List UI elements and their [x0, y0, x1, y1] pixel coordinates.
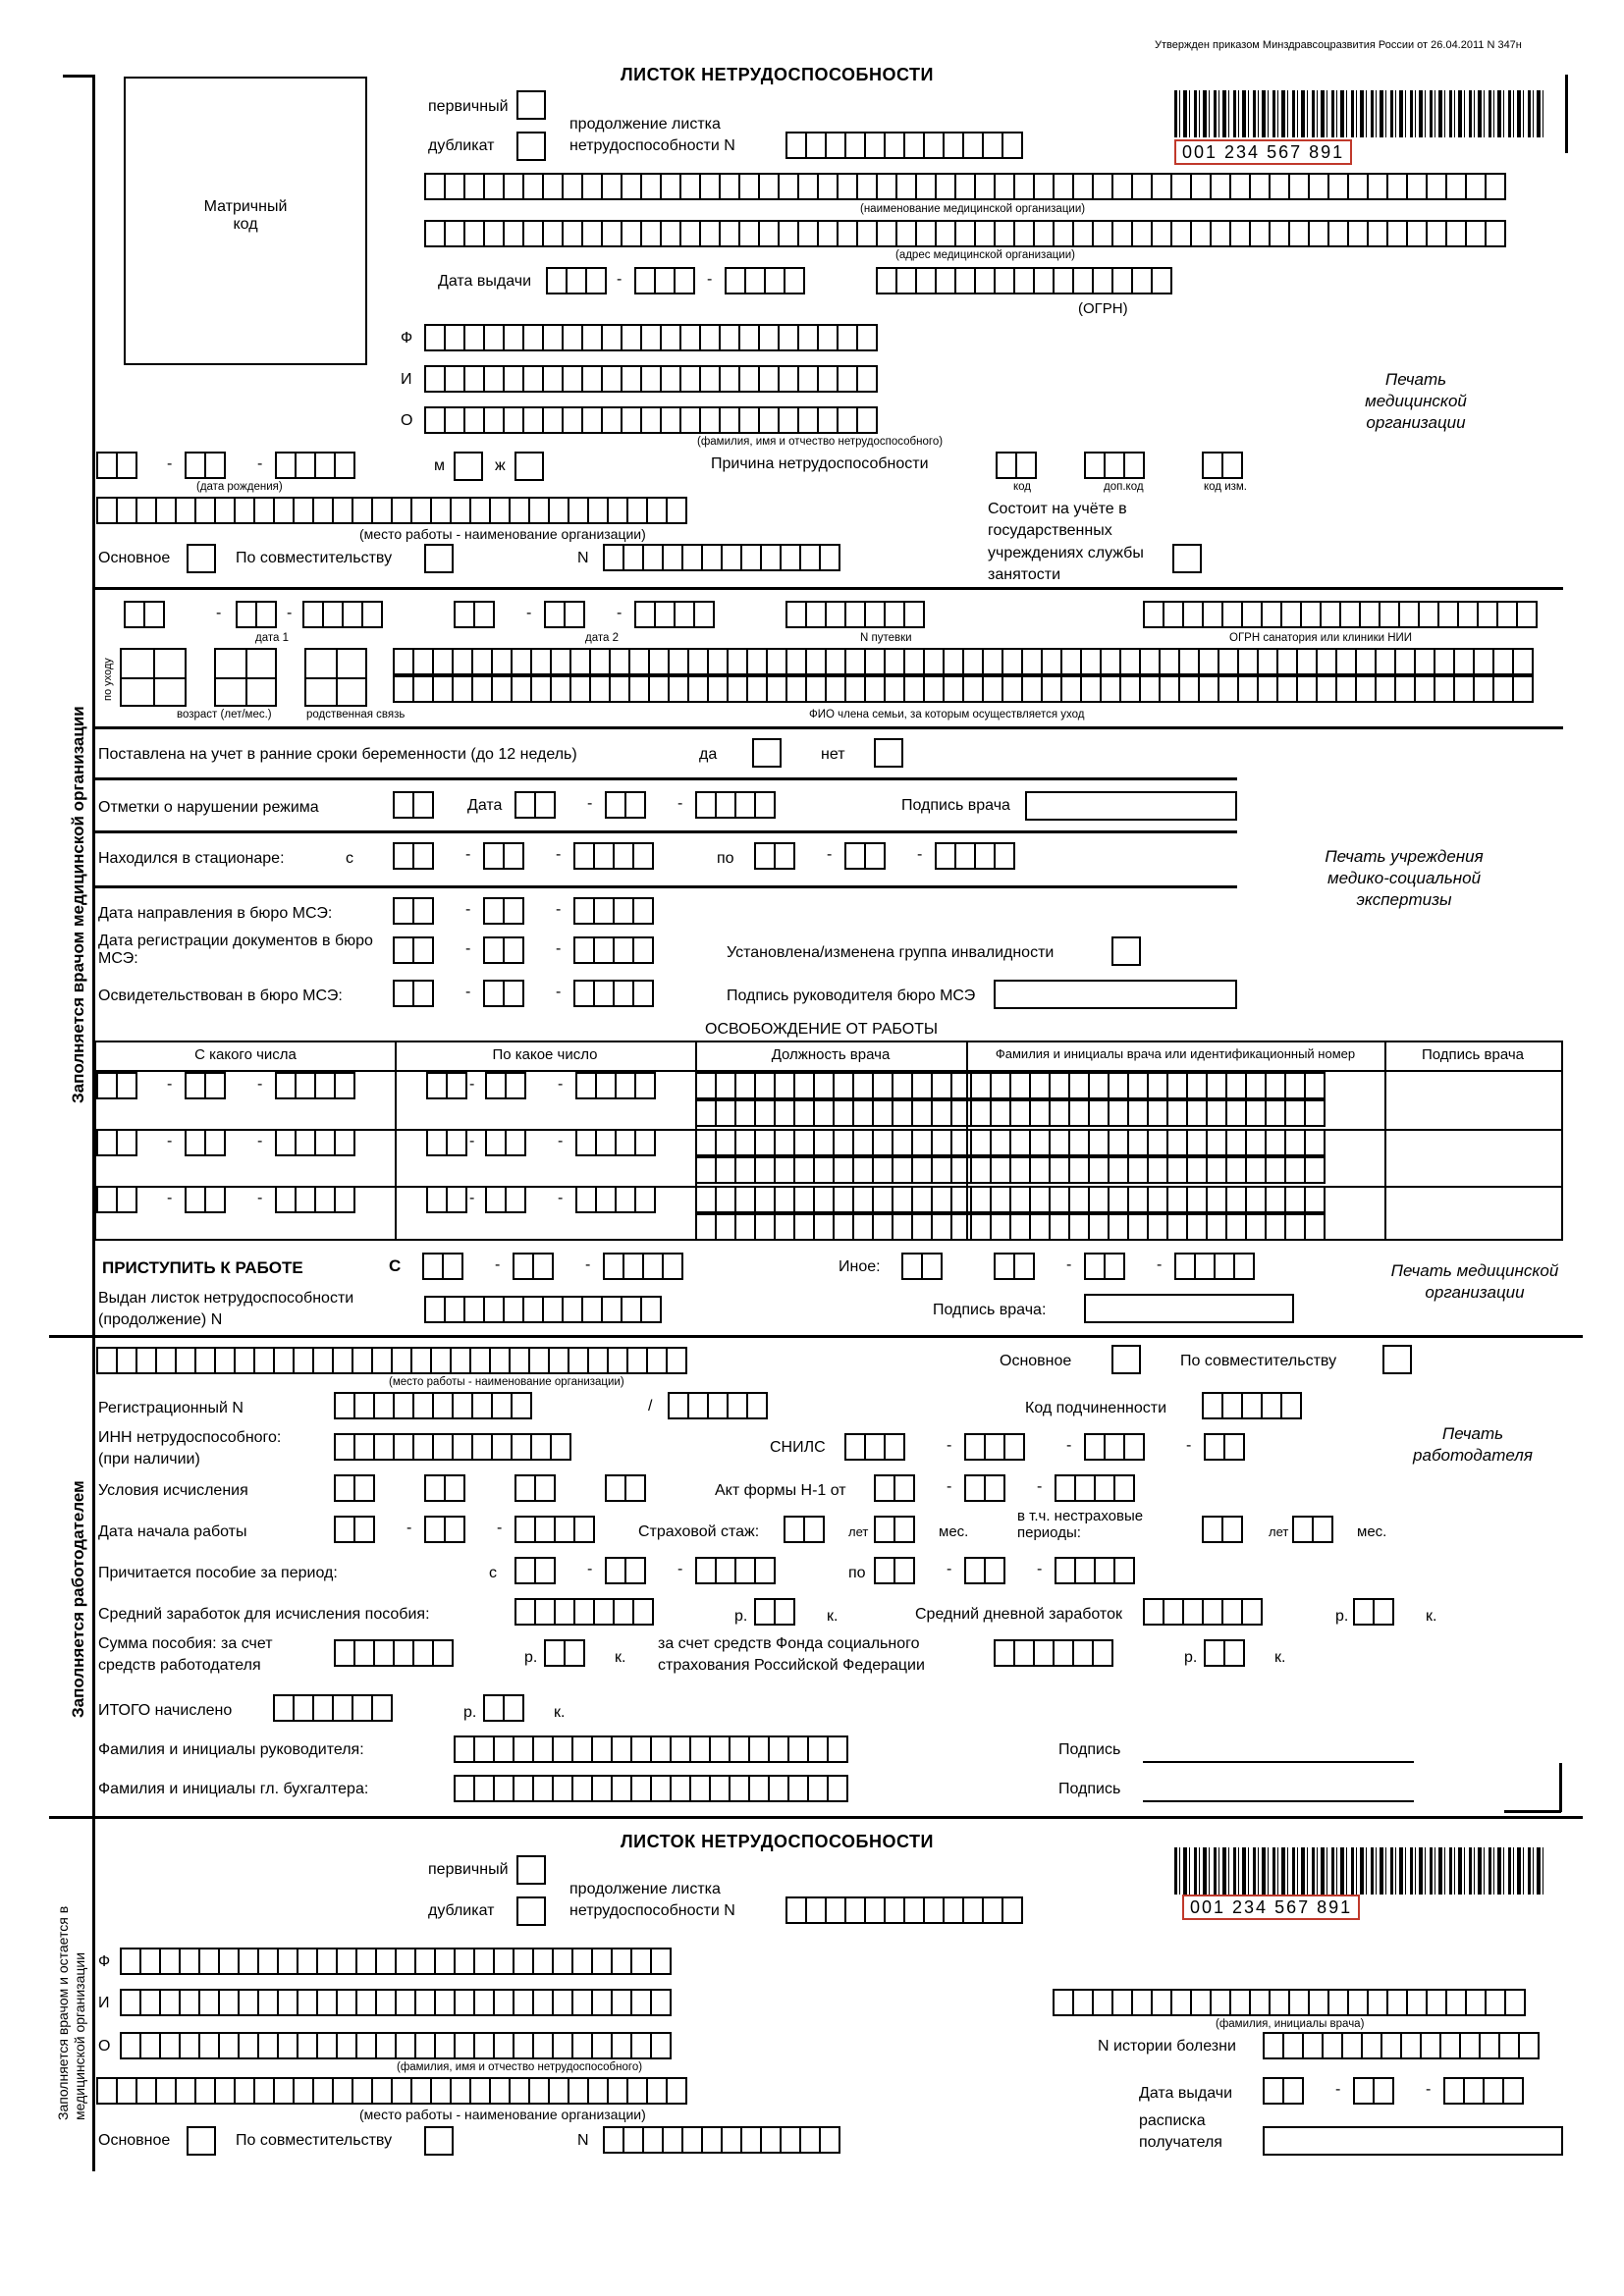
family-fio-cells-2[interactable] [393, 675, 1532, 703]
workplace-caption: (место работы - наименование организации) [359, 526, 646, 542]
sum-employer-kop-unit: к. [615, 1649, 626, 1666]
reg-n-cells-2[interactable] [668, 1392, 766, 1419]
snils-3[interactable] [1084, 1433, 1143, 1461]
corner-right [1559, 1763, 1562, 1812]
cause-label: Причина нетрудоспособности [711, 455, 929, 472]
doctor-fio-cells[interactable] [1053, 1989, 1524, 2016]
sub-code-label: Код подчиненности [1025, 1400, 1167, 1416]
doc-sign-field-2[interactable] [1084, 1294, 1294, 1323]
sum-fss-kop[interactable] [1204, 1639, 1243, 1667]
mse-dir-year[interactable] [573, 897, 652, 925]
primary-checkbox-2[interactable] [516, 1855, 546, 1885]
continuation-label: продолжение листка [569, 116, 721, 133]
release-row2-position-2[interactable] [695, 1156, 1324, 1184]
frame-corner [63, 75, 94, 78]
hospital-from-day[interactable] [393, 842, 432, 870]
surname-cells-2[interactable] [120, 1948, 670, 1975]
duplicate-checkbox-2[interactable] [516, 1896, 546, 1926]
employer-divider [49, 1335, 1583, 1338]
release-row2-to-day[interactable] [426, 1129, 465, 1156]
pregnancy-label: Поставлена на учет в ранние сроки беременности (до 12 недель) [98, 746, 577, 763]
mse-exam-day[interactable] [393, 980, 432, 1007]
release-col-from: С какого числа [194, 1046, 297, 1063]
cause-code-caption: код [1013, 481, 1032, 493]
barcode [1174, 90, 1547, 137]
left-frame-line [92, 75, 95, 1816]
cause-extra-caption: доп.код [1104, 481, 1144, 493]
benefit-from-year[interactable] [695, 1557, 774, 1584]
workplace-caption-2: (место работы - наименование организации) [359, 2107, 646, 2122]
part-time-n-cells-2[interactable] [603, 2126, 839, 2154]
birth-month-cells[interactable] [185, 452, 224, 479]
disability-checkbox[interactable] [1111, 936, 1141, 966]
history-n-cells[interactable] [1263, 2032, 1538, 2059]
age-caption: возраст (лет/мес.) [177, 709, 272, 721]
tearoff-left-line [92, 1818, 95, 2171]
family-fio-cells-1[interactable] [393, 648, 1532, 675]
family-fio-caption: ФИО члена семьи, за которым осуществляется уход [809, 709, 1085, 721]
benefit-to-day[interactable] [874, 1557, 913, 1584]
inn-label: ИНН нетрудоспособного: (при наличии) [98, 1429, 282, 1468]
hospital-to-year[interactable] [935, 842, 1013, 870]
go-to-work-label: ПРИСТУПИТЬ К РАБОТЕ [102, 1258, 303, 1277]
disability-label: Установлена/изменена группа инвалидности [727, 944, 1055, 961]
head-name-cells[interactable] [454, 1735, 846, 1763]
violation-doc-sign-field[interactable] [1025, 791, 1237, 821]
ogrn-sanatorium-caption: ОГРН санатория или клиники НИИ [1229, 632, 1413, 644]
cause-change-caption: код изм. [1204, 481, 1248, 493]
age-grid-2[interactable] [214, 648, 277, 707]
noninsur-years[interactable] [1202, 1516, 1241, 1543]
hospital-to: по [717, 850, 734, 867]
work-month-cells[interactable] [513, 1253, 552, 1280]
avg-earn-rub[interactable] [514, 1598, 652, 1626]
voucher-caption: N путевки [860, 632, 912, 644]
mse-dir-day[interactable] [393, 897, 432, 925]
part-time-checkbox[interactable] [424, 544, 454, 573]
voucher-cells[interactable] [785, 601, 923, 628]
receipt-label: расписка получателя [1139, 2112, 1222, 2152]
calc-cond-3[interactable] [514, 1474, 554, 1502]
release-row3-position-2[interactable] [695, 1213, 1324, 1241]
hospital-label: Находился в стационаре: [98, 850, 285, 867]
male-label: м [434, 457, 445, 474]
mse-head-sign-field[interactable] [994, 980, 1237, 1009]
divider-2 [94, 726, 1563, 729]
snils-4[interactable] [1204, 1433, 1243, 1461]
duplicate-label-2: дубликат [428, 1902, 495, 1919]
employer-part-label: По совместительству [1180, 1353, 1337, 1369]
mse-dir-month[interactable] [483, 897, 522, 925]
duplicate-checkbox[interactable] [516, 132, 546, 161]
acc-sign-label: Подпись [1058, 1781, 1121, 1797]
avg-earn-rub-unit: р. [734, 1608, 748, 1625]
noninsur-years-unit: лет [1269, 1524, 1289, 1539]
mse-direction-label: Дата направления в бюро МСЭ: [98, 905, 333, 922]
act-month[interactable] [964, 1474, 1003, 1502]
hospital-from: с [346, 850, 353, 867]
pregnancy-no-checkbox[interactable] [874, 738, 903, 768]
primary-label: первичный [428, 98, 509, 115]
primary-label-2: первичный [428, 1861, 509, 1878]
violation-date-label: Дата [467, 797, 503, 814]
matrix-code-label: Матричный код [203, 198, 288, 234]
total-rub[interactable] [273, 1694, 391, 1722]
calc-cond-1[interactable] [334, 1474, 373, 1502]
release-row1-to-day[interactable] [426, 1072, 465, 1099]
violation-code-cells[interactable] [393, 791, 432, 819]
issue2-year[interactable] [1443, 2077, 1522, 2105]
release-row3-to-month[interactable] [485, 1186, 524, 1213]
stamp-mse: Печать учреждения медико-социальной экспертизы [1325, 847, 1484, 910]
issue-date-label-2: Дата выдачи [1139, 2085, 1233, 2102]
date2-day-cells[interactable] [454, 601, 493, 628]
insur-months-unit: мес. [939, 1523, 969, 1540]
relation-caption: родственная связь [306, 709, 406, 721]
work-year-cells[interactable] [603, 1253, 681, 1280]
mse-exam-year[interactable] [573, 980, 652, 1007]
employer-part-checkbox[interactable] [1382, 1345, 1412, 1374]
o-label-2: О [98, 2038, 111, 2055]
relation-grid[interactable] [304, 648, 367, 707]
sub-code-cells[interactable] [1202, 1392, 1300, 1419]
continuation-label-b2: нетрудоспособности N [569, 1902, 735, 1919]
ogrn-cells[interactable] [876, 267, 1170, 294]
male-checkbox[interactable] [454, 452, 483, 481]
divider-3 [94, 777, 1237, 780]
total-label: ИТОГО начислено [98, 1702, 233, 1719]
start-day[interactable] [334, 1516, 373, 1543]
date1-caption: дата 1 [255, 632, 289, 644]
part-time-label: По совместительству [236, 550, 393, 566]
noninsur-months[interactable] [1292, 1516, 1331, 1543]
calc-cond-label: Условия исчисления [98, 1482, 248, 1499]
continuation-label-b: продолжение листка [569, 1881, 721, 1897]
other-day-cells[interactable] [994, 1253, 1033, 1280]
pregnancy-yes-checkbox[interactable] [752, 738, 782, 768]
release-row3-from-year[interactable] [275, 1186, 353, 1213]
go-to-work-from: С [389, 1256, 402, 1275]
workplace-cells[interactable] [96, 497, 685, 524]
o-label: О [401, 412, 413, 429]
reg-slash: / [648, 1398, 653, 1415]
violation-year-cells[interactable] [695, 791, 774, 819]
mse-reg-day[interactable] [393, 936, 432, 964]
registered-label: Состоит на учёте в государственных учреждениях службы занятости [988, 501, 1144, 584]
continuation-number-cells-2[interactable] [785, 1896, 1021, 1924]
date1-year-cells[interactable] [302, 601, 381, 628]
date2-month-cells[interactable] [544, 601, 583, 628]
violation-doc-sign-label: Подпись врача [901, 797, 1010, 814]
duplicate-label: дубликат [428, 137, 495, 154]
other-year-cells[interactable] [1174, 1253, 1253, 1280]
ogrn-caption: (ОГРН) [1078, 300, 1128, 317]
release-row2-to-month[interactable] [485, 1129, 524, 1156]
sum-employer-rub[interactable] [334, 1639, 452, 1667]
reg-n-label: Регистрационный N [98, 1400, 244, 1416]
side-label-doctor: Заполняется врачом медицинской организации [69, 706, 87, 1103]
avg-earn-kop[interactable] [754, 1598, 793, 1626]
employer-main-checkbox[interactable] [1111, 1345, 1141, 1374]
hospital-to-month[interactable] [844, 842, 884, 870]
workplace-cells-2[interactable] [96, 2077, 685, 2105]
start-work-label: Дата начала работы [98, 1523, 247, 1540]
part-time-n-cells[interactable] [603, 544, 839, 571]
violation-day-cells[interactable] [514, 791, 554, 819]
release-row2-from-year[interactable] [275, 1129, 353, 1156]
snils-1[interactable] [844, 1433, 903, 1461]
date2-caption: дата 2 [585, 632, 619, 644]
total-kop-unit: к. [554, 1704, 566, 1721]
stamp-employer: Печать работодателя [1413, 1424, 1533, 1466]
snils-label: СНИЛС [770, 1439, 826, 1456]
start-month[interactable] [424, 1516, 463, 1543]
cause-extra-cells[interactable] [1084, 452, 1143, 479]
approval-text: Утвержден приказом Минздравсоцразвития России от 26.04.2011 N 347н [1155, 39, 1522, 51]
mse-registration-label: Дата регистрации документов в бюро МСЭ: [98, 933, 373, 968]
f-label: Ф [401, 330, 413, 347]
main-job-checkbox-2[interactable] [187, 2126, 216, 2156]
hospital-to-day[interactable] [754, 842, 793, 870]
release-col-sign: Подпись врача [1421, 1046, 1524, 1063]
sum-employer-kop[interactable] [544, 1639, 583, 1667]
release-row1-to-month[interactable] [485, 1072, 524, 1099]
continuation-label-2: нетрудоспособности N [569, 137, 735, 154]
acc-sign-line[interactable] [1143, 1800, 1414, 1802]
female-checkbox[interactable] [514, 452, 544, 481]
barcode-2 [1174, 1847, 1547, 1895]
name-cells[interactable] [424, 365, 876, 393]
sum-employer-label: Сумма пособия: за счет средств работодателя [98, 1635, 273, 1674]
sum-employer-rub-unit: р. [524, 1649, 538, 1666]
insur-years-unit: лет [848, 1524, 869, 1539]
violation-month-cells[interactable] [605, 791, 644, 819]
other-month-cells[interactable] [1084, 1253, 1123, 1280]
birth-date-caption: (дата рождения) [196, 481, 283, 493]
issue-date-label: Дата выдачи [438, 273, 532, 290]
release-row3-to-day[interactable] [426, 1186, 465, 1213]
issue2-day[interactable] [1263, 2077, 1302, 2105]
cause-code-cells[interactable] [996, 452, 1035, 479]
fio-caption: (фамилия, имя и отчество нетрудоспособного) [697, 436, 944, 448]
release-col-doctor: Фамилия и инициалы врача или идентификационный номер [995, 1046, 1356, 1061]
other-code-cells[interactable] [901, 1253, 941, 1280]
release-row1-to-year[interactable] [575, 1072, 654, 1099]
i-label-2: И [98, 1995, 110, 2011]
calc-cond-2[interactable] [424, 1474, 463, 1502]
med-org-address-caption: (адрес медицинской организации) [895, 249, 1075, 261]
issue-day-cells[interactable] [546, 267, 605, 294]
work-day-cells[interactable] [422, 1253, 461, 1280]
registered-checkbox[interactable] [1172, 544, 1202, 573]
doctor-fio-caption: (фамилия, инициалы врача) [1216, 2018, 1365, 2030]
noninsur-label: в т.ч. нестраховые периоды: [1017, 1508, 1144, 1542]
snils-2[interactable] [964, 1433, 1023, 1461]
fio-caption-2: (фамилия, имя и отчество нетрудоспособного) [397, 2061, 643, 2073]
ogrn-sanatorium-cells[interactable] [1143, 601, 1536, 628]
violation-label: Отметки о нарушении режима [98, 799, 319, 816]
divider-4 [94, 830, 1237, 833]
act-year[interactable] [1055, 1474, 1133, 1502]
inn-cells[interactable] [334, 1433, 569, 1461]
main-job-checkbox[interactable] [187, 544, 216, 573]
release-row1-position-2[interactable] [695, 1099, 1324, 1127]
sum-fss-rub-unit: р. [1184, 1649, 1198, 1666]
mse-examined-label: Освидетельствован в бюро МСЭ: [98, 988, 343, 1004]
release-row1-from-month[interactable] [185, 1072, 224, 1099]
release-row3-from-day[interactable] [96, 1186, 135, 1213]
patronymic-cells[interactable] [424, 406, 876, 434]
date2-year-cells[interactable] [634, 601, 713, 628]
birth-year-cells[interactable] [275, 452, 353, 479]
noninsur-months-unit: мес. [1357, 1523, 1387, 1540]
no-label: нет [821, 746, 845, 763]
benefit-to-month[interactable] [964, 1557, 1003, 1584]
n-label: N [577, 550, 589, 566]
benefit-from: с [489, 1565, 497, 1581]
start-year[interactable] [514, 1516, 593, 1543]
birth-day-cells[interactable] [96, 452, 135, 479]
release-col-position: Должность врача [771, 1046, 891, 1063]
total-rub-unit: р. [463, 1704, 477, 1721]
release-title: ОСВОБОЖДЕНИЕ ОТ РАБОТЫ [705, 1021, 939, 1038]
other-label: Иное: [839, 1258, 881, 1275]
history-n-label: N истории болезни [1098, 2038, 1236, 2055]
f-label-2: Ф [98, 1953, 111, 1970]
surname-cells[interactable] [424, 324, 876, 351]
avg-daily-kop[interactable] [1353, 1598, 1392, 1626]
doc-sign-label-2: Подпись врача: [933, 1302, 1047, 1318]
n-label-2: N [577, 2132, 589, 2149]
primary-checkbox[interactable] [516, 90, 546, 120]
benefit-period-label: Причитается пособие за период: [98, 1565, 338, 1581]
benefit-to-year[interactable] [1055, 1557, 1133, 1584]
barcode-number-2: 001 234 567 891 [1182, 1895, 1360, 1920]
benefit-from-month[interactable] [605, 1557, 644, 1584]
employer-workplace-cells[interactable] [96, 1347, 685, 1374]
avg-daily-label: Средний дневной заработок [915, 1606, 1122, 1623]
receipt-field[interactable] [1263, 2126, 1563, 2156]
med-org-name-cells[interactable] [424, 173, 1504, 200]
sum-fss-kop-unit: к. [1274, 1649, 1286, 1666]
avg-earn-kop-unit: к. [827, 1608, 839, 1625]
form-title-2: ЛИСТОК НЕТРУДОСПОСОБНОСТИ [621, 1832, 934, 1851]
release-row1-position[interactable] [695, 1072, 1324, 1099]
issue-year-cells[interactable] [725, 267, 803, 294]
name-cells-2[interactable] [120, 1989, 670, 2016]
release-row3-from-month[interactable] [185, 1186, 224, 1213]
release-row2-from-day[interactable] [96, 1129, 135, 1156]
side-label-employer: Заполняется работодателем [69, 1480, 87, 1718]
total-kop[interactable] [483, 1694, 522, 1722]
mse-reg-year[interactable] [573, 936, 652, 964]
main-job-label: Основное [98, 550, 171, 566]
mse-head-sign-label: Подпись руководителя бюро МСЭ [727, 988, 976, 1004]
release-row2-position[interactable] [695, 1129, 1324, 1156]
mse-reg-month[interactable] [483, 936, 522, 964]
tearoff-divider [49, 1816, 1583, 1819]
calc-cond-4[interactable] [605, 1474, 644, 1502]
barcode-number: 001 234 567 891 [1174, 139, 1352, 165]
benefit-from-day[interactable] [514, 1557, 554, 1584]
date1-day-cells[interactable] [124, 601, 163, 628]
issued-cont-cells[interactable] [424, 1296, 660, 1323]
main-job-label-2: Основное [98, 2132, 171, 2149]
act-label: Акт формы Н-1 от [715, 1482, 846, 1499]
corner-right-h [1504, 1810, 1561, 1813]
sum-fss-rub[interactable] [994, 1639, 1111, 1667]
right-frame-line [1565, 75, 1568, 153]
avg-daily-rub-unit: р. [1335, 1608, 1349, 1625]
cause-change-cells[interactable] [1202, 452, 1241, 479]
release-col-to: По какое число [492, 1046, 598, 1063]
patronymic-cells-2[interactable] [120, 2032, 670, 2059]
issued-cont-label: Выдан листок нетрудоспособности (продолжение) N [98, 1290, 354, 1329]
act-day[interactable] [874, 1474, 913, 1502]
hospital-from-year[interactable] [573, 842, 652, 870]
divider-1 [94, 587, 1563, 590]
yes-label: да [699, 746, 718, 763]
acc-name-label: Фамилия и инициалы гл. бухгалтера: [98, 1781, 369, 1797]
continuation-number-cells[interactable] [785, 132, 1021, 159]
divider-5 [94, 885, 1237, 888]
issue2-month[interactable] [1353, 2077, 1392, 2105]
reg-n-cells[interactable] [334, 1392, 530, 1419]
stamp-med-org: Печать медицинской организации [1365, 370, 1467, 433]
insur-label: Страховой стаж: [638, 1523, 760, 1540]
employer-main-label: Основное [1000, 1353, 1072, 1369]
hospital-from-month[interactable] [483, 842, 522, 870]
avg-earn-label: Средний заработок для исчисления пособия: [98, 1606, 430, 1623]
issue-month-cells[interactable] [634, 267, 693, 294]
female-label: ж [495, 457, 506, 474]
i-label: И [401, 371, 412, 388]
part-time-label-2: По совместительству [236, 2132, 393, 2149]
avg-daily-kop-unit: к. [1426, 1608, 1437, 1625]
stamp-med-org-2: Печать медицинской организации [1390, 1261, 1559, 1303]
form-title: ЛИСТОК НЕТРУДОСПОСОБНОСТИ [621, 65, 934, 84]
employer-workplace-caption: (место работы - наименование организации) [389, 1376, 624, 1388]
release-row1-from-day[interactable] [96, 1072, 135, 1099]
insur-years[interactable] [784, 1516, 823, 1543]
release-row2-from-month[interactable] [185, 1129, 224, 1156]
release-row3-position[interactable] [695, 1186, 1324, 1213]
med-org-address-cells[interactable] [424, 220, 1504, 247]
release-row1-from-year[interactable] [275, 1072, 353, 1099]
acc-name-cells[interactable] [454, 1775, 846, 1802]
head-sign-line[interactable] [1143, 1761, 1414, 1763]
head-sign-label: Подпись [1058, 1741, 1121, 1758]
part-time-checkbox-2[interactable] [424, 2126, 454, 2156]
release-row2-to-year[interactable] [575, 1129, 654, 1156]
head-name-label: Фамилия и инициалы руководителя: [98, 1741, 364, 1758]
benefit-to: по [848, 1565, 866, 1581]
sum-fss-label: за счет средств Фонда социального страхования Российской Федерации [658, 1635, 925, 1674]
side-label-bottom: Заполняется врачом и остается в медицинской организации [55, 1905, 87, 2120]
date1-month-cells[interactable] [236, 601, 275, 628]
insur-months[interactable] [874, 1516, 913, 1543]
release-row3-to-year[interactable] [575, 1186, 654, 1213]
med-org-name-caption: (наименование медицинской организации) [860, 203, 1086, 215]
age-grid-1[interactable] [120, 648, 187, 707]
care-label: по уходу [102, 658, 114, 701]
avg-daily-rub[interactable] [1143, 1598, 1261, 1626]
mse-exam-month[interactable] [483, 980, 522, 1007]
